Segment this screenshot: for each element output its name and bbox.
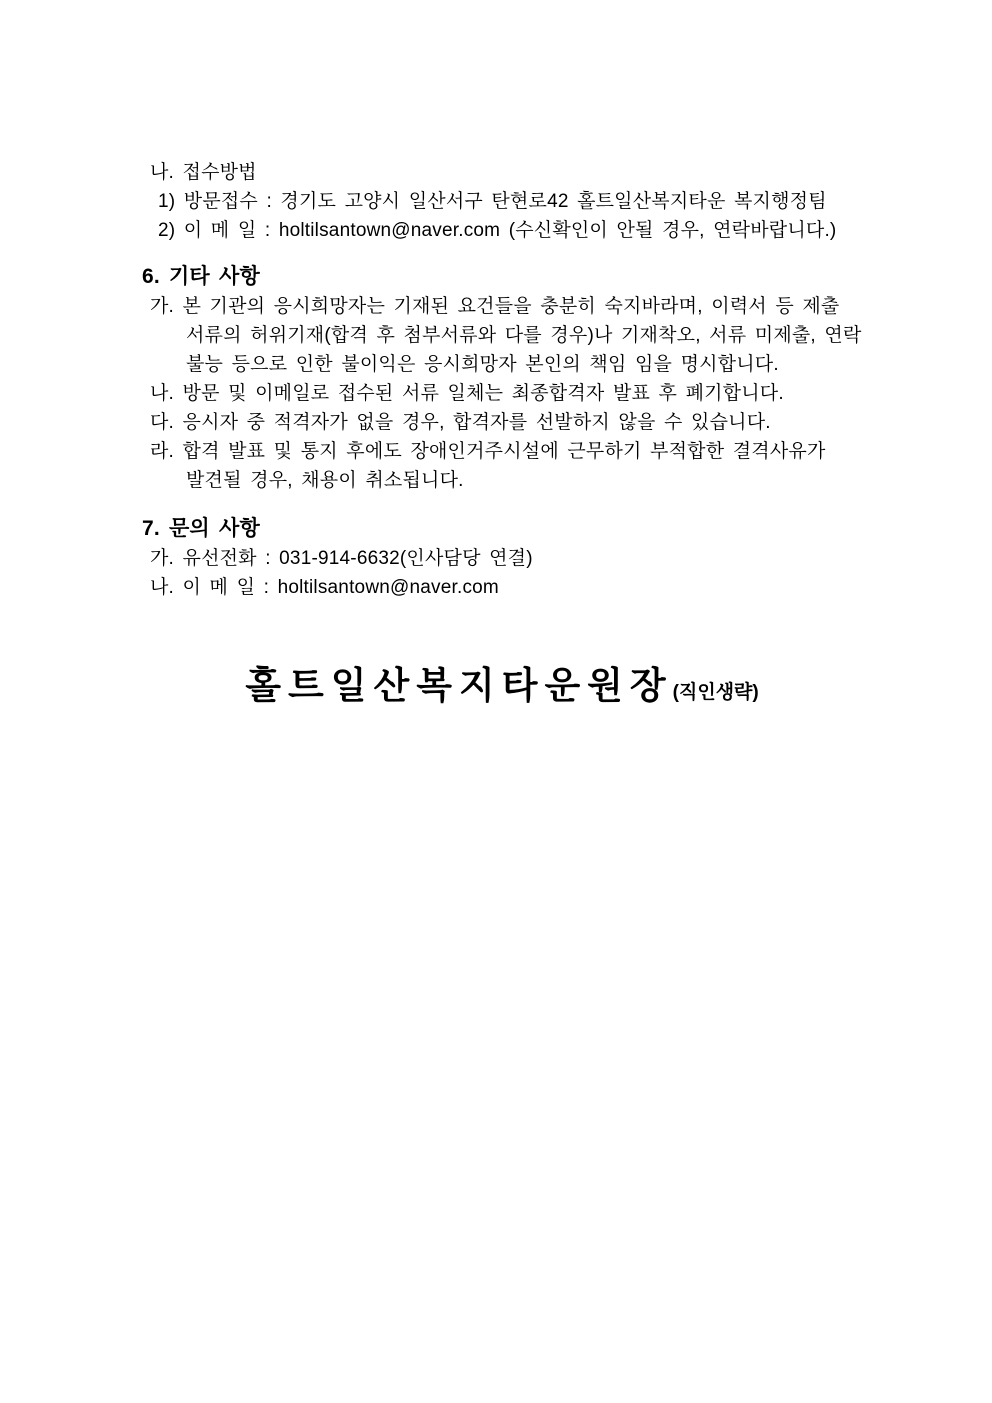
section-7-heading: 7. 문의 사항 <box>142 517 260 540</box>
section-6-item-ga-line-1: 가. 본 기관의 응시희망자는 기재된 요건들을 충분히 숙지바라며, 이력서 등 제출 <box>150 296 840 317</box>
section-6-item-da: 다. 응시자 중 적격자가 없을 경우, 합격자를 선발하지 않을 수 있습니다. <box>150 412 771 433</box>
section-6-item-ra-line-2: 발견될 경우, 채용이 취소됩니다. <box>186 470 464 491</box>
reception-method-label: 나. 접수방법 <box>150 162 257 183</box>
section-6-item-na: 나. 방문 및 이메일로 접수된 서류 일체는 최종합격자 발표 후 폐기합니다. <box>150 383 784 404</box>
section-6-heading: 6. 기타 사항 <box>142 265 260 288</box>
signature-line <box>142 660 862 719</box>
section-7-item-phone: 가. 유선전화 : 031-914-6632(인사담당 연결) <box>150 548 533 569</box>
reception-item-email: 2) 이 메 일 : holtilsantown@naver.com (수신확인이 안될 경우, 연락바랍니다.) <box>158 220 837 241</box>
section-6-item-ga-line-3: 불능 등으로 인한 불이익은 응시희망자 본인의 책임 임을 명시합니다. <box>186 354 779 375</box>
section-6-item-ga-line-2: 서류의 허위기재(합격 후 첨부서류와 다를 경우)나 기재착오, 서류 미제출, 연락 <box>186 325 862 346</box>
section-7-item-email: 나. 이 메 일 : holtilsantown@naver.com <box>150 577 499 598</box>
signature-title: 홀트일산복지타운원장 <box>245 665 673 706</box>
signature-note: (직인생략) <box>672 682 759 703</box>
section-6-item-ra-line-1: 라. 합격 발표 및 통지 후에도 장애인거주시설에 근무하기 부적합한 결격사유가 <box>150 441 826 462</box>
reception-item-visit: 1) 방문접수 : 경기도 고양시 일산서구 탄현로42 홀트일산복지타운 복지행정팀 <box>158 191 827 212</box>
